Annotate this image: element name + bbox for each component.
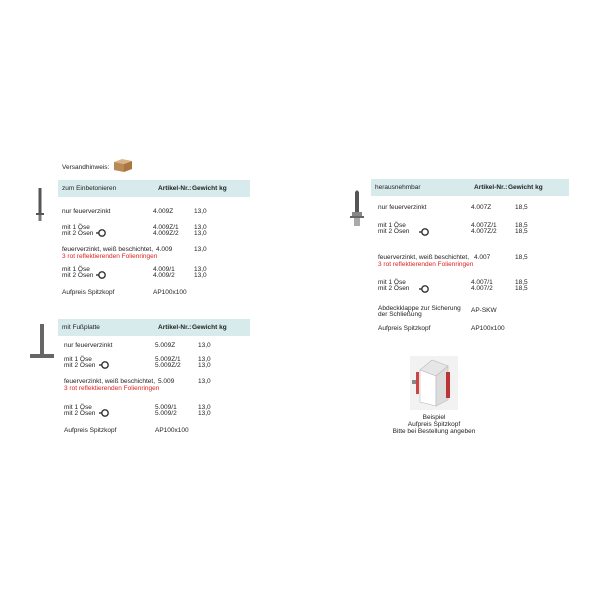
item-desc: Aufpreis Spitzkopf (64, 427, 117, 434)
item-weight: 18,5 (515, 285, 528, 292)
item-desc: feuerverzinkt, weiß beschichtet, (378, 254, 470, 261)
item-weight: 13,0 (194, 246, 207, 253)
example-caption-1: Beispiel (422, 414, 446, 421)
weight-col-header: Gewicht kg (192, 324, 227, 331)
item-desc: nur feuerverzinkt (64, 342, 113, 349)
item-weight: 13,0 (198, 410, 211, 417)
item-desc: mit 2 Ösen (64, 362, 96, 369)
item-article: 4.007 (474, 254, 491, 261)
item-article: 4.009 (156, 246, 173, 253)
item-weight: 18,5 (515, 279, 528, 286)
item-desc: nur feuerverzinkt (378, 204, 427, 211)
item-weight: 18,5 (515, 222, 528, 229)
reflective-rings-note: 3 rot reflektierenden Folienringen (62, 253, 158, 260)
item-desc: mit 2 Ösen (62, 272, 94, 279)
item-article: AP100x100 (471, 325, 505, 332)
article-col-header: Artikel-Nr.: (158, 185, 192, 192)
section-header-baseplate (58, 319, 250, 336)
shipping-label: Versandhinweis: (62, 164, 110, 171)
item-weight: 13,0 (194, 266, 207, 273)
section-title: zum Einbetonieren (62, 185, 117, 192)
item-weight: 13,0 (194, 208, 207, 215)
item-article: AP100x100 (153, 289, 187, 296)
item-article: 4.007Z/2 (471, 228, 497, 235)
item-weight: 18,5 (515, 228, 528, 235)
item-weight: 13,0 (198, 342, 211, 349)
item-article: 4.009Z/1 (153, 224, 179, 231)
item-desc: mit 2 Ösen (64, 410, 96, 417)
article-col-header: Artikel-Nr.: (474, 184, 508, 191)
example-caption-2: Aufpreis Spitzkopf (407, 421, 461, 428)
item-article: 4.009Z/2 (153, 230, 179, 237)
item-weight: 13,0 (194, 224, 207, 231)
item-desc: mit 1 Öse (378, 222, 406, 229)
spitzkopf-example-image (410, 356, 458, 410)
item-desc: Aufpreis Spitzkopf (378, 325, 431, 332)
item-weight: 13,0 (194, 230, 207, 237)
item-desc: mit 1 Öse (62, 266, 90, 273)
item-desc: Aufpreis Spitzkopf (62, 289, 115, 296)
eyelet-ring-icon (96, 225, 106, 235)
item-weight: 18,5 (515, 204, 528, 211)
section-header-removable (371, 179, 569, 196)
item-article: 4.009/2 (153, 272, 175, 279)
item-weight: 18,5 (515, 254, 528, 261)
section-title: herausnehmbar (375, 184, 421, 191)
item-desc: mit 2 Ösen (378, 285, 410, 292)
item-desc: nur feuerverzinkt (62, 208, 111, 215)
post-removable-icon (350, 190, 364, 228)
reflective-rings-note: 3 rot reflektierenden Folienringen (378, 261, 474, 268)
article-col-header: Artikel-Nr.: (158, 324, 192, 331)
post-baseplate-icon (30, 324, 54, 360)
item-article: 5.009Z (155, 342, 176, 349)
item-desc: der Schließung (378, 311, 422, 318)
item-desc: mit 2 Ösen (62, 230, 94, 237)
item-article: 4.009Z (153, 208, 174, 215)
item-weight: 13,0 (198, 378, 211, 385)
weight-col-header: Gewicht kg (192, 185, 227, 192)
item-article: 4.007/1 (471, 279, 493, 286)
item-article: 4.009/1 (153, 266, 175, 273)
eyelet-ring-icon (96, 267, 106, 277)
item-desc: Abdeckklappe zur Sicherung (378, 305, 461, 312)
item-weight: 13,0 (198, 362, 211, 369)
item-weight: 13,0 (194, 272, 207, 279)
item-article: AP-SKW (471, 307, 497, 314)
item-article: 5.009/2 (155, 410, 177, 417)
item-article: 5.009 (158, 378, 175, 385)
item-desc: mit 1 Öse (62, 224, 90, 231)
item-weight: 13,0 (198, 356, 211, 363)
item-desc: mit 1 Öse (64, 404, 92, 411)
eyelet-ring-icon (99, 405, 109, 415)
eyelet-ring-icon (419, 224, 429, 234)
eyelet-ring-icon (99, 357, 109, 367)
post-embed-icon (36, 188, 44, 222)
reflective-rings-note: 3 rot reflektierenden Folienringen (64, 385, 160, 392)
example-caption-3: Bitte bei Bestellung angeben (392, 428, 476, 435)
item-desc: mit 1 Öse (378, 279, 406, 286)
item-desc: mit 1 Öse (64, 356, 92, 363)
item-desc: mit 2 Ösen (378, 228, 410, 235)
item-article: 4.007Z/1 (471, 222, 497, 229)
item-desc: feuerverzinkt, weiß beschichtet, (64, 378, 156, 385)
item-article: AP100x100 (155, 427, 189, 434)
item-desc: feuerverzinkt, weiß beschichtet, (62, 246, 154, 253)
item-article: 4.007Z (471, 204, 492, 211)
section-header-embed (58, 180, 250, 197)
item-article: 5.009Z/1 (155, 356, 181, 363)
item-article: 5.009Z/2 (155, 362, 181, 369)
section-title: mit Fußplatte (62, 324, 100, 331)
item-article: 5.009/1 (155, 404, 177, 411)
eyelet-ring-icon (419, 281, 429, 291)
item-weight: 13,0 (198, 404, 211, 411)
package-box-icon (113, 158, 133, 173)
item-article: 4.007/2 (471, 285, 493, 292)
weight-col-header: Gewicht kg (508, 184, 543, 191)
